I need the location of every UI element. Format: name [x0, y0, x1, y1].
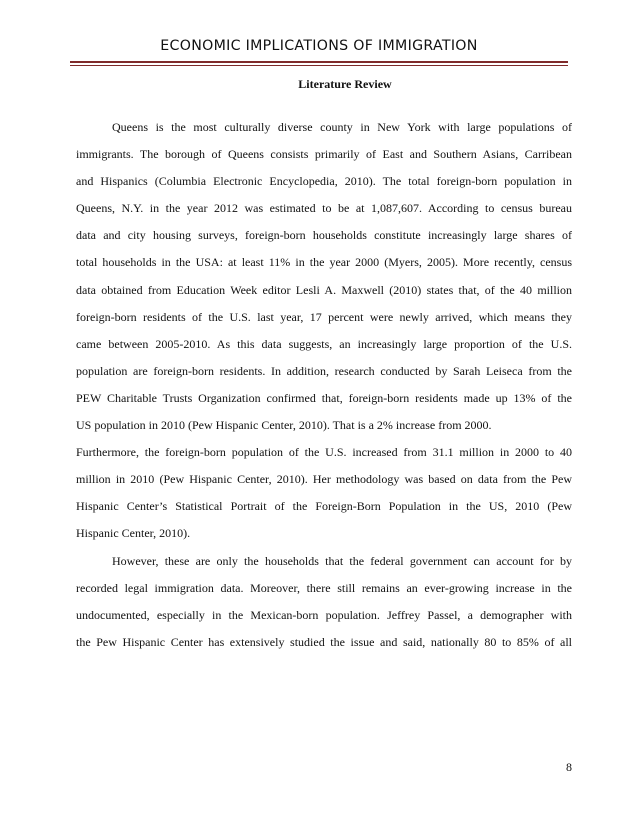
paragraph-1-line-11: PEW Charitable Trusts Organization confirmed that, foreign-born residents made up 13% of the: [76, 390, 572, 405]
paragraph-2-line-2: recorded legal immigration data. Moreover, there still remains an ever-growing increase in the: [76, 580, 572, 595]
paragraph-1-line-5: data and city housing surveys, foreign-born households constitute increasingly large shares of: [76, 228, 572, 243]
paragraph-1-line-13: Furthermore, the foreign-born population of the U.S. increased from 31.1 million in 2000 to 40: [76, 445, 572, 460]
paragraph-2-line-1: However, these are only the households that the federal government can account for by: [112, 553, 572, 568]
page-number: 8: [566, 760, 572, 774]
paragraph-1-line-15: Hispanic Center’s Statistical Portrait of the Foreign-Born Population in the US, 2010 (Pew: [76, 499, 572, 514]
paragraph-1-line-7: data obtained from Education Week editor Lesli A. Maxwell (2010) states that, of the 40 million: [76, 282, 572, 297]
paragraph-1-line-1: Queens is the most culturally diverse county in New York with large populations of: [112, 120, 572, 134]
paragraph-2-line-4: the Pew Hispanic Center has extensively studied the issue and said, nationally 80 to 85% of all: [76, 634, 572, 649]
paragraph-1-line-16: Hispanic Center, 2010).: [76, 526, 191, 541]
paragraph-1-line-14: million in 2010 (Pew Hispanic Center, 2010). Her methodology was based on data from the Pew: [76, 472, 572, 487]
paragraph-1-line-4: Queens, N.Y. in the year 2012 was estimated to be at 1,087,607. According to census bureau: [76, 201, 572, 216]
paragraph-1-line-6: total households in the USA: at least 11% in the year 2000 (Myers, 2005). More recently, census: [76, 255, 572, 270]
paragraph-2-line-3: undocumented, especially in the Mexican-born population. Jeffrey Passel, a demographer with: [76, 607, 572, 622]
paragraph-1-line-3: and Hispanics (Columbia Electronic Encyclopedia, 2010). The total foreign-born population in: [76, 174, 572, 189]
paragraph-1-line-2: immigrants. The borough of Queens consists primarily of East and Southern Asians, Carribean: [76, 147, 572, 162]
running-header-title: ECONOMIC IMPLICATIONS OF IMMIGRATION: [160, 38, 478, 54]
paragraph-1-line-9: came between 2005-2010. As this data suggests, an increasingly large proportion of the U.S.: [76, 336, 572, 351]
paragraph-1-line-10: population are foreign-born residents. In addition, research conducted by Sarah Leiseca from the: [76, 363, 572, 378]
paragraph-1-line-8: foreign-born residents of the U.S. last year, 17 percent were newly arrived, which means they: [76, 309, 572, 324]
header-rule-thin: [70, 65, 568, 66]
body-text: [76, 114, 572, 656]
paragraph-1-line-12: US population in 2010 (Pew Hispanic Center, 2010). That is a 2% increase from 2000.: [76, 418, 492, 433]
header-rule-thick: [70, 61, 568, 63]
section-heading: Literature Review: [298, 77, 392, 91]
